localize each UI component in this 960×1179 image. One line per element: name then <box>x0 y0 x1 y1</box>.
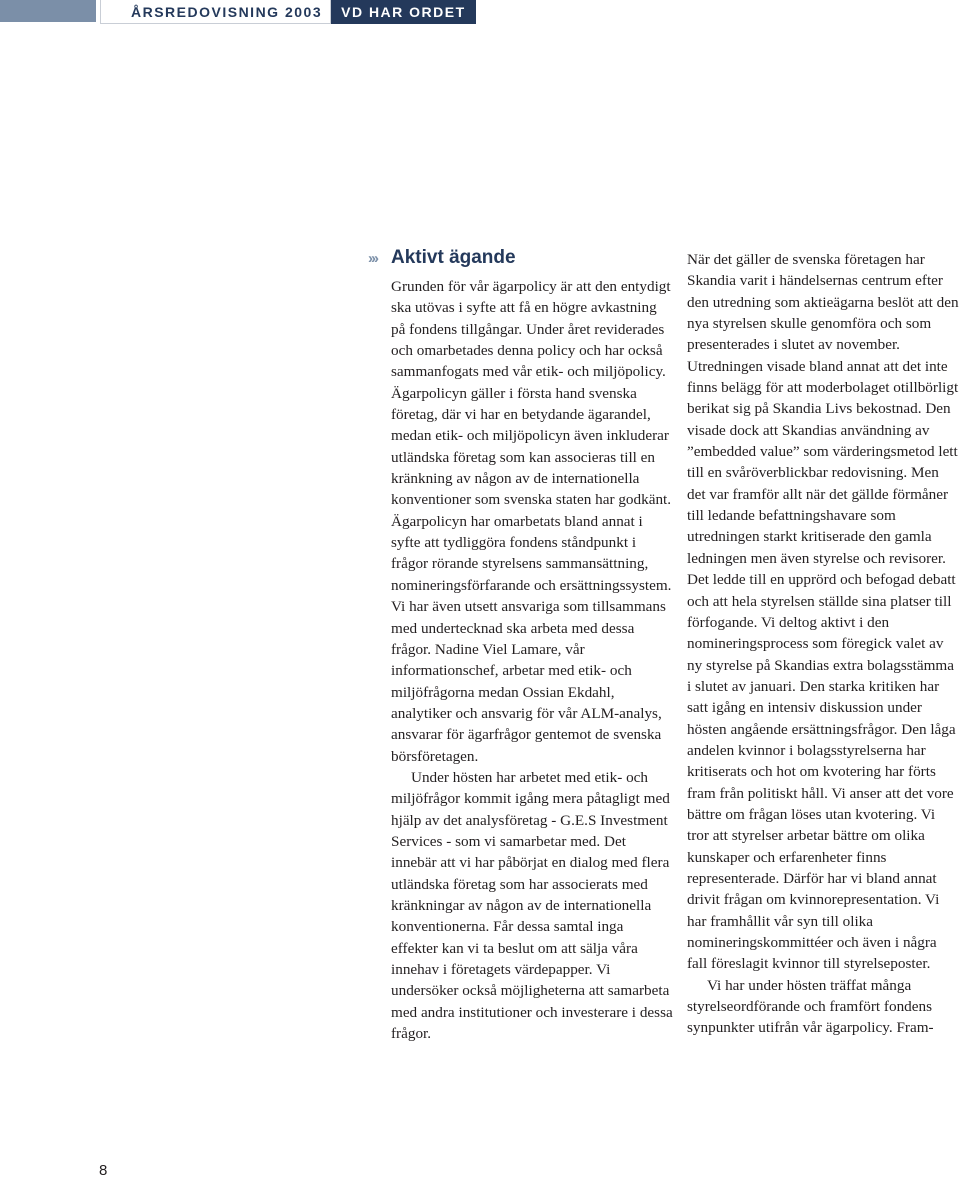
heading-text: Aktivt ägande <box>391 247 516 268</box>
body-paragraph: Under hösten har arbetet med etik- och miljöfrågor kommit igång mera påtagligt med hjälp av det analysföretag - G.E.S Investment Services - som vi samarbetar med. Det innebär att vi har påbörjat en dialog med flera utländska företag som har associerats med kränkningar av någon av de internationella konventionerna. Får dessa samtal inga effekter kan vi ta beslut om att sälja våra innehav i företagets värdepapper. Vi undersöker också möjligheterna att samarbeta med andra institutioner och investerare i dessa frågor. <box>391 768 673 1043</box>
header-color-block <box>0 0 96 22</box>
body-paragraph: Vi har under hösten träffat många styrelseordförande och framfört fondens synpunkter utifrån vår ägarpolicy. Fram- <box>687 976 934 1037</box>
chevron-marker-icon: ››› <box>368 250 377 267</box>
page-header <box>100 0 476 24</box>
report-title: ÅRSREDOVISNING 2003 <box>100 0 331 24</box>
page-number: 8 <box>99 1162 108 1179</box>
body-paragraph: Grunden för vår ägarpolicy är att den entydigt ska utövas i syfte att få en högre avkastning på fondens tillgångar. Under året reviderades och omarbetades denna policy och har också sammanfogats med vår etik- och miljöpolicy. Ägarpolicyn gäller i första hand svenska företag, där vi har en betydande ägarandel, medan etik- och miljöpolicyn även inkluderar utländska företag som kan associeras till en kränkning av någon av de internationella konventioner som svenska staten har godkänt. Ägarpolicyn har omarbetats bland annat i syfte att tydliggöra fondens ståndpunkt i frågor rörande styrelsens sammansättning, nomineringsförfarande och ersättningssystem. Vi har även utsett ansvariga som tillsammans med undertecknad ska arbeta med dessa frågor. Nadine Viel Lamare, vår informationschef, arbetar med etik- och miljöfrågorna medan Ossian Ekdahl, analytiker och ansvarig för vår ALM-analys, ansvarar för ägarfrågor gentemot de svenska börsföretagen. <box>391 278 672 765</box>
left-column <box>391 249 673 1044</box>
body-paragraph: När det gäller de svenska företagen har Skandia varit i händelsernas centrum efter den utredning som aktieägarna beslöt att den nya styrelsen skulle genomföra och som presenterades i slutet av november. Utredningen visade bland annat att det inte finns belägg för att moderbolaget otillbörligt berikat sig på Skandia Livs bekostnad. Den visade dock att Skandias användning av ”embedded value” som värderingsmetod lett till en svåröverblickbar redovisning. Men det var framför allt när det gällde förmåner till ledande befattningshavare som utredningen starkt kritiserade den gamla ledningen men även styrelse och revisorer. Det ledde till en upprörd och befogad debatt och att hela styrelsen ställde sina platser till förfogande. Vi deltog aktivt i den nomineringsprocess som föregick valet av ny styrelse på Skandias extra bolagsstämma i slutet av januari. Den starka kritiken har satt igång en intensiv diskussion under hösten angående ersättningsfrågor. Den låga andelen kvinnor i bolagsstyrelserna har kritiserats och hot om kvotering har förts fram från politiskt håll. Vi anser att det vore bättre om frågan löses utan kvotering. Vi tror att styrelser arbetar bättre om olika kunskaper och erfarenheter finns representerade. Därför har vi bland annat drivit frågan om kvinnorepresentation. Vi har framhållit vår syn till olika nomineringskommittéer och även i några fall föreslagit kvinnor till styrelseposter. <box>687 251 959 973</box>
section-label: VD HAR ORDET <box>331 0 476 24</box>
right-column <box>687 249 959 1039</box>
